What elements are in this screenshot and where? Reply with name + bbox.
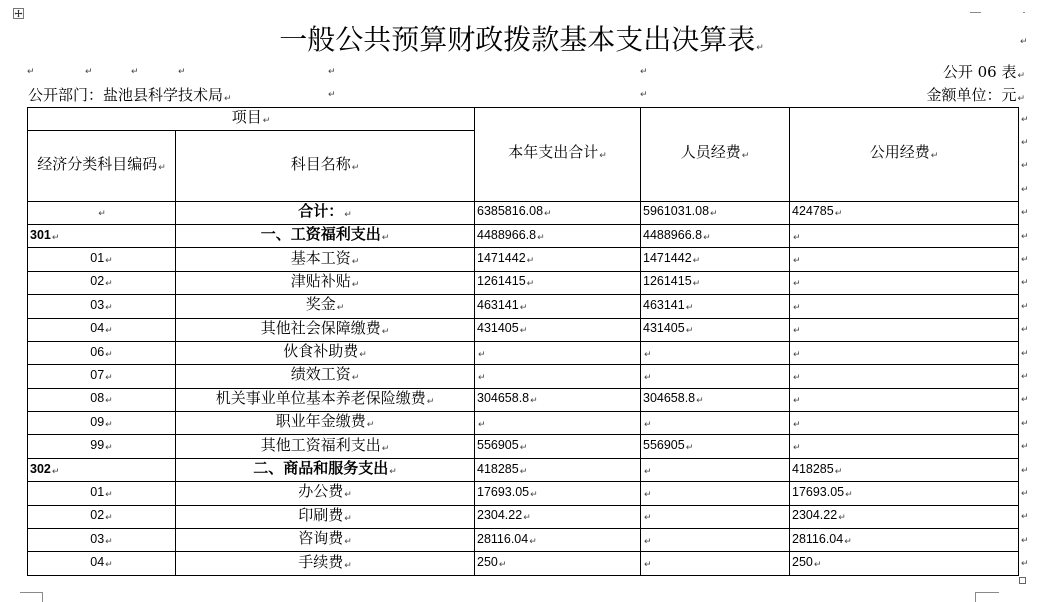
table-row [28,552,1037,575]
end-of-row-mark-icon [1019,435,1037,458]
row-public-cell[interactable]: 2304.22 ↵ [790,505,1019,528]
end-of-row-mark-icon [1019,529,1037,552]
row-code-cell[interactable]: 302 ↵ [28,458,176,481]
margin-corner-mark [20,592,43,602]
row-personnel-cell[interactable] [641,482,790,505]
row-personnel-cell[interactable]: 431405 ↵ [641,318,790,341]
table-row [28,388,1037,411]
table-row [28,458,1037,481]
row-public-cell[interactable]: 17693.05 ↵ [790,482,1019,505]
budget-table [27,107,1037,576]
row-code-cell[interactable] [28,201,176,224]
row-total-cell[interactable] [475,365,641,388]
row-code-cell[interactable]: 09 ↵ [28,412,176,435]
margin-corner-mark [975,592,999,602]
table-row [28,248,1037,271]
document-title[interactable]: 一般公共预算财政拨款基本支出决算表 ↵ [0,22,1043,66]
row-public-cell[interactable] [790,318,1019,341]
row-total-cell[interactable]: 1471442 ↵ [475,248,641,271]
row-public-cell[interactable] [790,341,1019,364]
paragraph-mark-icon [328,90,336,100]
header-name-cell[interactable]: 科目名称 ↵ [176,131,475,201]
row-name-cell[interactable]: 伙食补助费 ↵ [176,341,475,364]
margin-corner-mark [1023,12,1025,13]
table-row [28,295,1037,318]
paragraph-mark-icon [27,67,35,77]
row-personnel-cell[interactable] [641,529,790,552]
end-of-row-mark-icon [1019,224,1037,247]
paragraph-mark-icon [131,67,139,77]
row-name-cell[interactable]: 手续费 ↵ [176,552,475,575]
table-row [28,482,1037,505]
row-name-cell[interactable]: 其他社会保障缴费 ↵ [176,318,475,341]
department-label[interactable]: 公开部门：盐池县科学技术局 ↵ [28,86,232,108]
row-public-cell[interactable]: 28116.04 ↵ [790,529,1019,552]
row-personnel-cell[interactable]: 304658.8 ↵ [641,388,790,411]
row-name-cell[interactable]: 其他工资福利支出 ↵ [176,435,475,458]
row-personnel-cell[interactable] [641,365,790,388]
paragraph-mark-icon [85,67,93,77]
row-personnel-cell[interactable]: 556905 ↵ [641,435,790,458]
paragraph-mark-icon [640,67,648,77]
header-personnel-cell[interactable]: 人员经费 ↵ [641,108,790,202]
row-code-cell[interactable]: 01 ↵ [28,482,176,505]
table-header-row [28,108,1037,131]
table-row [28,412,1037,435]
row-code-cell[interactable]: 99 ↵ [28,435,176,458]
table-row [28,365,1037,388]
row-personnel-cell[interactable] [641,341,790,364]
header-total-cell[interactable]: 本年支出合计 ↵ [475,108,641,202]
row-public-cell[interactable] [790,271,1019,294]
row-public-cell[interactable] [790,435,1019,458]
row-public-cell[interactable]: 250 ↵ [790,552,1019,575]
end-of-row-mark-icon [1019,248,1037,271]
row-name-cell[interactable]: 办公费 ↵ [176,482,475,505]
row-personnel-cell[interactable]: 4488966.8 ↵ [641,224,790,247]
row-code-cell[interactable]: 04 ↵ [28,318,176,341]
row-name-cell[interactable]: 机关事业单位基本养老保险缴费 ↵ [176,388,475,411]
table-row [28,271,1037,294]
row-personnel-cell[interactable]: 1471442 ↵ [641,248,790,271]
end-of-row-mark-icon [1019,505,1037,528]
margin-corner-mark [970,12,981,13]
row-total-cell[interactable]: 556905 ↵ [475,435,641,458]
row-total-cell[interactable]: 431405 ↵ [475,318,641,341]
row-public-cell[interactable] [790,248,1019,271]
row-public-cell[interactable]: 418285 ↵ [790,458,1019,481]
row-public-cell[interactable] [790,295,1019,318]
paragraph-mark-icon [328,67,336,77]
row-public-cell[interactable] [790,388,1019,411]
form-number[interactable]: 公开 06 表 ↵ [943,63,1025,85]
table-move-handle-icon[interactable] [13,4,24,15]
row-personnel-cell[interactable] [641,552,790,575]
header-project-cell[interactable]: 项目 ↵ [28,108,475,131]
table-row [28,529,1037,552]
row-total-cell[interactable]: 304658.8 ↵ [475,388,641,411]
row-personnel-cell[interactable] [641,505,790,528]
row-code-cell[interactable]: 03 ↵ [28,529,176,552]
end-of-row-mark-icon [1019,388,1037,411]
row-personnel-cell[interactable]: 5961031.08 ↵ [641,201,790,224]
row-total-cell[interactable]: 463141 ↵ [475,295,641,318]
row-personnel-cell[interactable] [641,412,790,435]
row-name-cell[interactable]: 印刷费 ↵ [176,505,475,528]
row-total-cell[interactable]: 1261415 ↵ [475,271,641,294]
end-of-row-mark-icon [1019,365,1037,388]
row-personnel-cell[interactable]: 1261415 ↵ [641,271,790,294]
header-code-cell[interactable]: 经济分类科目编码 ↵ [28,131,176,201]
table-row [28,318,1037,341]
end-of-row-mark-icon [1019,108,1037,131]
row-code-cell[interactable]: 03 ↵ [28,295,176,318]
paragraph-mark-icon [178,67,186,77]
table-row [28,224,1037,247]
end-of-row-mark-icon [1019,482,1037,505]
row-public-cell[interactable] [790,365,1019,388]
row-name-cell[interactable]: 一、工资福利支出 ↵ [176,224,475,247]
end-of-row-mark-icon [1019,552,1037,575]
end-of-row-mark-icon [1019,318,1037,341]
row-name-cell[interactable]: 奖金 ↵ [176,295,475,318]
row-name-cell[interactable]: 津贴补贴 ↵ [176,271,475,294]
row-personnel-cell[interactable] [641,458,790,481]
row-code-cell[interactable]: 07 ↵ [28,365,176,388]
row-name-cell[interactable]: 基本工资 ↵ [176,248,475,271]
end-of-row-mark-icon [1019,295,1037,318]
table-row [28,435,1037,458]
row-total-cell[interactable]: 418285 ↵ [475,458,641,481]
header-public-cell[interactable]: 公用经费 ↵ [790,108,1019,202]
end-of-row-mark-icon [1019,131,1037,154]
row-total-cell[interactable]: 17693.05 ↵ [475,482,641,505]
row-name-cell[interactable]: 二、商品和服务支出 ↵ [176,458,475,481]
paragraph-mark-icon [640,90,648,100]
row-total-cell[interactable]: 6385816.08 ↵ [475,201,641,224]
table-row [28,341,1037,364]
end-of-row-mark-icon [1019,178,1037,201]
row-code-cell[interactable]: 301 ↵ [28,224,176,247]
row-public-cell[interactable] [790,224,1019,247]
row-total-cell[interactable]: 4488966.8 ↵ [475,224,641,247]
row-total-cell[interactable] [475,341,641,364]
amount-unit-label[interactable]: 金额单位：元 ↵ [926,86,1025,108]
end-of-row-mark-icon [1019,271,1037,294]
table-row [28,201,1037,224]
row-code-cell[interactable]: 08 ↵ [28,388,176,411]
row-total-cell[interactable]: 250 ↵ [475,552,641,575]
row-public-cell[interactable] [790,412,1019,435]
end-of-row-mark-icon [1019,458,1037,481]
row-code-cell[interactable]: 04 ↵ [28,552,176,575]
row-name-cell[interactable]: 合计： ↵ [176,201,475,224]
table-resize-handle-icon[interactable] [1019,577,1026,584]
row-public-cell[interactable]: 424785 ↵ [790,201,1019,224]
end-of-row-mark-icon [1019,154,1037,177]
row-name-cell[interactable]: 职业年金缴费 ↵ [176,412,475,435]
paragraph-mark-icon [1020,37,1028,47]
table-row [28,505,1037,528]
row-code-cell[interactable]: 02 ↵ [28,271,176,294]
row-total-cell[interactable] [475,412,641,435]
row-code-cell[interactable]: 02 ↵ [28,505,176,528]
row-code-cell[interactable]: 01 ↵ [28,248,176,271]
row-total-cell[interactable]: 2304.22 ↵ [475,505,641,528]
row-name-cell[interactable]: 绩效工资 ↵ [176,365,475,388]
row-name-cell[interactable]: 咨询费 ↵ [176,529,475,552]
row-personnel-cell[interactable]: 463141 ↵ [641,295,790,318]
row-total-cell[interactable]: 28116.04 ↵ [475,529,641,552]
end-of-row-mark-icon [1019,412,1037,435]
row-code-cell[interactable]: 06 ↵ [28,341,176,364]
end-of-row-mark-icon [1019,201,1037,224]
end-of-row-mark-icon [1019,341,1037,364]
